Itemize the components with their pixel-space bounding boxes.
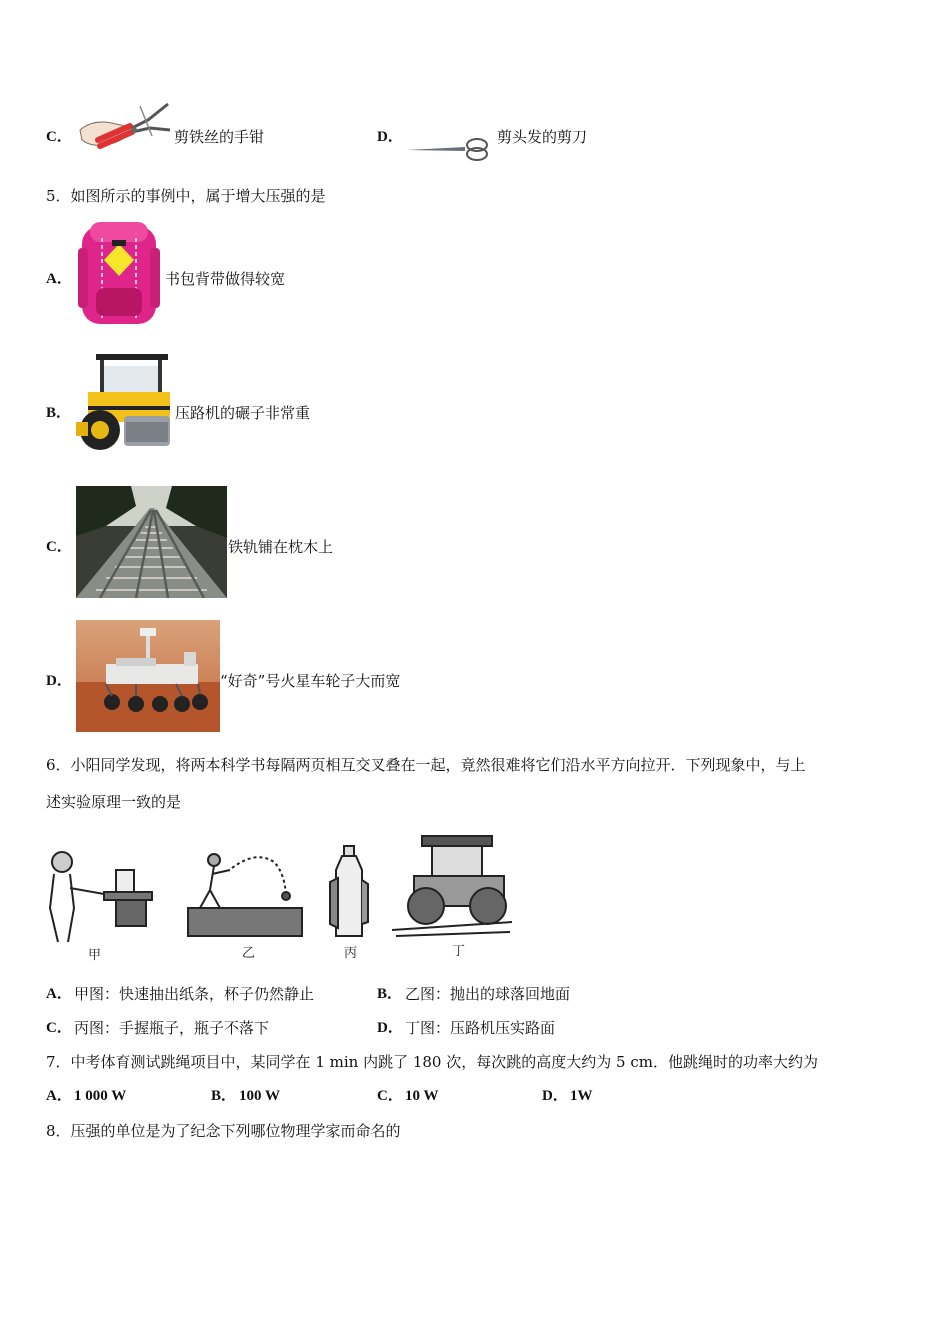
q7-option-d-text: 1W (570, 1088, 593, 1104)
q7-option-b-letter: B． (211, 1088, 237, 1104)
q7-option-c-letter: C． (377, 1088, 403, 1104)
q6-option-b-letter: B． (377, 986, 403, 1002)
q6-option-a-letter: A． (46, 986, 72, 1002)
q7-option-b-text: 100 W (239, 1088, 280, 1104)
q6-option-c-text: 丙图：手握瓶子，瓶子不落下 (74, 1019, 270, 1037)
road-roller-image (74, 352, 174, 456)
figure-jia-paper-cup (44, 848, 154, 944)
q5-option-d-text: “好奇”号火星车轮子大而宽 (220, 672, 401, 690)
mars-rover-image (76, 620, 220, 732)
q6-stem-line1: 6．小阳同学发现，将两本科学书每隔两页相互交叉叠在一起，竟然很难将它们沿水平方向拉开．下列现象中，与上 (46, 756, 806, 774)
scissors-image (405, 136, 497, 162)
q6-option-d-letter: D． (377, 1020, 403, 1036)
q5-stem: 5．如图所示的事例中，属于增大压强的是 (46, 187, 326, 205)
q8-stem: 8．压强的单位是为了纪念下列哪位物理学家而命名的 (46, 1122, 401, 1140)
q6-stem-line2: 述实验原理一致的是 (46, 793, 182, 811)
q7-option-c-text: 10 W (405, 1088, 439, 1104)
q6-option-d-text: 丁图：压路机压实路面 (405, 1019, 556, 1037)
q7-option-d-letter: D． (542, 1088, 568, 1104)
q4-option-c-letter: C． (46, 129, 72, 145)
figure-ding-label: 丁 (452, 944, 466, 959)
figure-yi-ball-throw (186, 850, 304, 940)
q5-option-c-letter: C． (46, 539, 72, 555)
q7-option-a-letter: A． (46, 1088, 72, 1104)
backpack-image (76, 218, 162, 328)
figure-bing-hand-bottle (328, 844, 370, 940)
figure-bing-label: 丙 (344, 946, 358, 961)
q6-option-b-text: 乙图：抛出的球落回地面 (405, 985, 571, 1003)
q7-option-a-text: 1 000 W (74, 1088, 127, 1104)
figure-ding-road-roller (392, 832, 514, 940)
q7-stem: 7．中考体育测试跳绳项目中，某同学在 1 min 内跳了 180 次，每次跳的高度大约为 5 cm．他跳绳时的功率大约为 (46, 1053, 818, 1071)
q5-option-a-text: 书包背带做得较宽 (165, 270, 286, 288)
figure-yi-label: 乙 (242, 946, 256, 961)
q4-option-c-text: 剪铁丝的手钳 (174, 128, 265, 146)
pliers-image (74, 100, 172, 162)
q5-option-d-letter: D． (46, 673, 72, 689)
q6-option-c-letter: C． (46, 1020, 72, 1036)
q5-option-b-letter: B． (46, 405, 72, 421)
q4-option-d-text: 剪头发的剪刀 (497, 128, 588, 146)
figure-jia-label: 甲 (88, 948, 102, 963)
q6-option-a-text: 甲图：快速抽出纸条，杯子仍然静止 (74, 985, 315, 1003)
q5-option-c-text: 铁轨铺在枕木上 (228, 538, 334, 556)
railway-track-image (76, 486, 227, 598)
q4-option-d-letter: D． (377, 129, 403, 145)
q5-option-b-text: 压路机的碾子非常重 (175, 404, 311, 422)
q5-option-a-letter: A． (46, 271, 72, 287)
